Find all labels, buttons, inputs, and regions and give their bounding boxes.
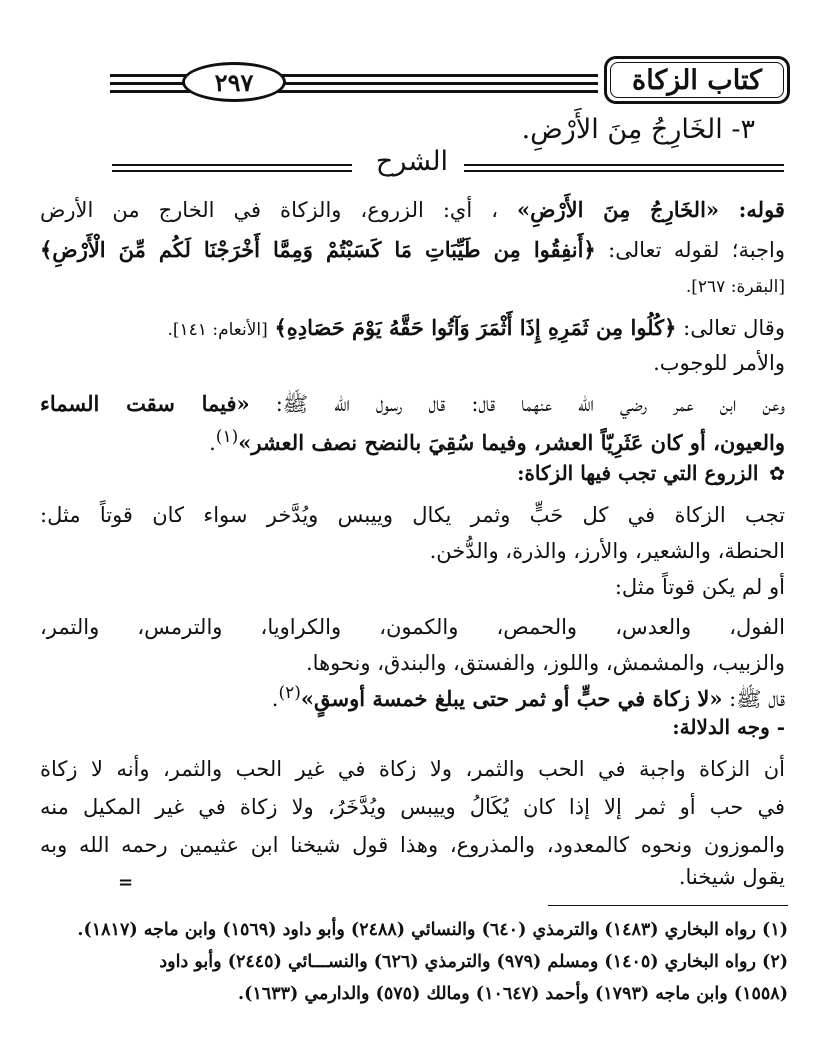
text-line: الحنطة، والشعير، والأرز، والذرة، والدُّخن. (429, 539, 785, 563)
subheading-text: - وجه الدلالة: (672, 715, 785, 739)
quote-lead: قوله: «الخَارِجُ مِنَ الأَرْضِ» (517, 197, 785, 222)
text-span: وعن ابن عمر رضي الله عنهما قال: قال رسول الله ﷺ: (275, 392, 785, 416)
sharh-label: الشرح (375, 146, 449, 177)
text-line (40, 274, 785, 297)
text-line (40, 392, 785, 416)
subheading (40, 462, 785, 485)
text-line (40, 316, 785, 340)
footnote: (١٥٥٨) وابن ماجه (١٧٩٣) وأحمد (١٠٦٤٧) ومالك (٥٧٥) والدارمي (١٦٣٣). (238, 984, 788, 1004)
hadith-text: «فيما سقت السماء (40, 391, 250, 416)
text-line: أن الزكاة واجبة في الحب والثمر، ولا زكاة في غير الحب والثمر، وأنه لا زكاة (40, 757, 785, 781)
footnote-separator (548, 905, 788, 906)
text-line: أو لم يكن قوتاً مثل: (614, 575, 785, 599)
text-line (40, 684, 785, 711)
text-line (40, 238, 785, 262)
divider-rule (464, 164, 784, 166)
continuation-mark: = (118, 872, 134, 893)
footnote-ref: (١) (215, 427, 239, 447)
quran-verse: ﴿كُلُوا مِن ثَمَرِهِ إِذَا أَثْمَرَ وَآتُوا حَقَّهُ يَوْمَ حَصَادِهِ﴾ (274, 315, 677, 340)
text-span: وقال تعالى: (683, 316, 785, 340)
flower-icon: ✿ (769, 463, 785, 485)
subheading-text: الزروع التي تجب فيها الزكاة: (517, 461, 759, 485)
text-line: تجب الزكاة في كل حَبٍّ وثمر يكال وييبس ويُدَّخر سواء كان قوتاً مثل: (40, 503, 785, 527)
hadith-text: «لا زكاة في حبٍّ أو ثمر حتى يبلغ خمسة أوسقٍ» (300, 686, 723, 711)
text-line: يقول شيخنا. (678, 865, 785, 889)
text-line (40, 428, 785, 455)
text-span: ، أي: الزروع، والزكاة في الخارج من الأرض (40, 198, 498, 222)
text-line: الفول، والعدس، والحمص، والكمون، والكراويا، والترمس، والتمر، (40, 615, 785, 639)
text-span: واجبة؛ لقوله تعالى: (608, 238, 785, 262)
footnote: (٢) رواه البخاري (١٤٠٥) ومسلم (٩٧٩) والترمذي (٦٢٦) والنســـائي (٢٤٤٥) وأبو داود (159, 952, 788, 972)
text-line (40, 352, 785, 375)
quran-verse: ﴿أَنفِقُوا مِن طَيِّبَاتِ مَا كَسَبْتُمْ وَمِمَّا أَخْرَجْنَا لَكُم مِّنَ الْأَرْضِ﴾ (40, 237, 596, 262)
item-heading: ٣- الخَارِجُ مِنَ الأَرْضِ. (521, 114, 755, 145)
page-header (110, 52, 790, 112)
text-line: والزبيب، والمشمش، واللوز، والفستق، والبندق، ونحوها. (306, 651, 785, 675)
text-span: . (209, 431, 216, 455)
footnote: (١) رواه البخاري (١٤٨٣) والترمذي (٦٤٠) والنسائي (٢٤٨٨) وأبو داود (١٥٦٩) وابن ماجه (١٨١٧). (77, 920, 788, 940)
text-line: في حب أو ثمر إلا إذا كان يُكَالُ وييبس ويُدَّخَرُ، ولا زكاة في غير المكيل منه (40, 795, 785, 819)
divider-rule (464, 170, 784, 172)
text-line: والموزون ونحوه كالمعدود، والمذروع، وهذا قول شيخنا ابن عثيمين رحمه الله وبه (40, 833, 785, 857)
footnote-ref: (٢) (278, 683, 301, 703)
hadith-text: والعيون، أو كان عَثَرِيّاً العشر، وفيما سُقِيَ بالنضح نصف العشر» (238, 430, 785, 455)
divider-rule (112, 164, 352, 166)
text-span: . (271, 687, 279, 711)
verse-reference: [البقرة: ٢٦٧]. (685, 277, 785, 297)
text-span: قال ﷺ: (729, 687, 785, 711)
header-rule (110, 90, 598, 93)
text-line (40, 198, 785, 222)
subheading (40, 716, 785, 739)
divider-rule (112, 170, 352, 172)
verse-reference: [الأنعام: ١٤١]. (167, 320, 268, 340)
page-number: ٢٩٧ (182, 62, 286, 102)
sharh-divider (112, 142, 784, 182)
text-span: والأمر للوجوب. (653, 351, 785, 375)
chapter-title: كتاب الزكاة (604, 56, 790, 104)
